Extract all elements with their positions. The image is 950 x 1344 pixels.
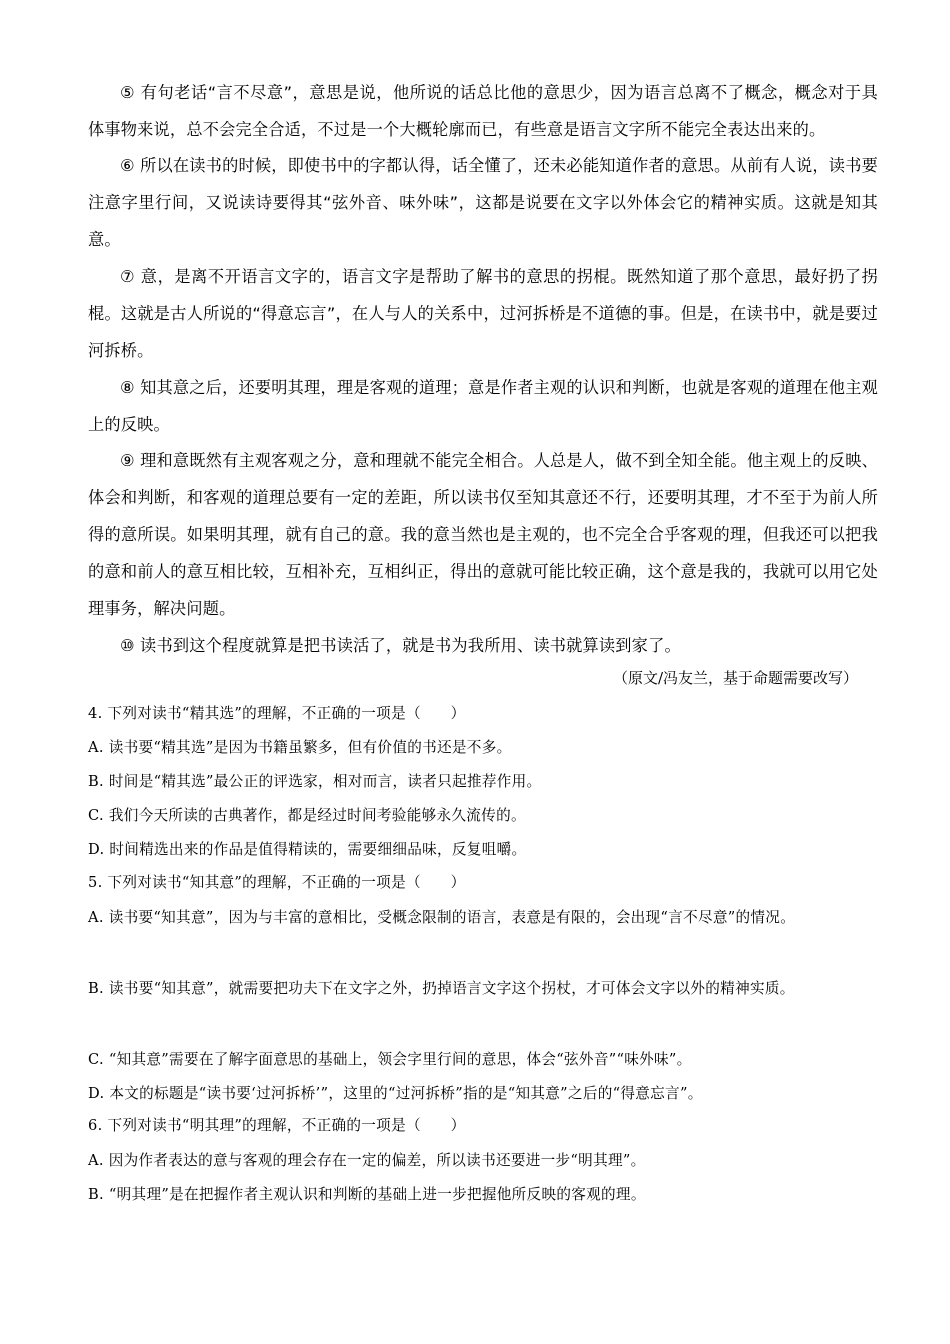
question-4-option-c: C. 我们今天所读的古典著作，都是经过时间考验能够永久流传的。 [88, 807, 526, 824]
question-6-option-a: A. 因为作者表达的意与客观的理会存在一定的偏差，所以读书还要进一步“明其理”。 [88, 1152, 646, 1169]
question-4-option-d: D. 时间精选出来的作品是值得精读的，需要细细品味，反复咀嚼。 [88, 841, 527, 858]
question-5-option-d: D. 本文的标题是“读书要‘过河拆桥’”，这里的“过河拆桥”指的是“知其意”之后的“得意忘言”。 [88, 1085, 703, 1102]
source-attribution: （原文/冯友兰，基于命题需要改写） [612, 669, 858, 687]
question-6-option-b: B. “明其理”是在把握作者主观认识和判断的基础上进一步把握他所反映的客观的理。 [88, 1186, 646, 1203]
question-5-stem: 5. 下列对读书“知其意”的理解，不正确的一项是（ ） [88, 874, 466, 891]
question-6-stem: 6. 下列对读书“明其理”的理解，不正确的一项是（ ） [88, 1117, 466, 1134]
question-5-option-b: B. 读书要“知其意”，就需要把功夫下在文字之外，扔掉语言文字这个拐杖，才可体会文字以外的精神实质。 [88, 980, 795, 997]
question-5-option-c: C. “知其意”需要在了解字面意思的基础上，领会字里行间的意思，体会“弦外音”“味外味”。 [88, 1051, 692, 1068]
paragraph-9: ⑨ 理和意既然有主观客观之分，意和理就不能完全相合。人总是人，做不到全知全能。他主观上的反映、体会和判断，和客观的道理总要有一定的差距，所以读书仅至知其意还不行，还要明其理，才不至于为前人所得的意所误。如果明其理，就有自己的意。我的意当然也是主观的，也不完全合乎客观的理，但我还可以把我的意和前人的意互相比较，互相补充，互相纠正，得出的意就可能比较正确，这个意是我的，我就可以用它处理事务，解决问题。 [88, 451, 878, 618]
question-5-option-a: A. 读书要“知其意”，因为与丰富的意相比，受概念限制的语言，表意是有限的，会出现“言不尽意”的情况。 [88, 909, 796, 926]
question-4-stem: 4. 下列对读书“精其选”的理解，不正确的一项是（ ） [88, 705, 466, 722]
question-4-option-b: B. 时间是“精其选”最公正的评选家，相对而言，读者只起推荐作用。 [88, 773, 542, 790]
paragraph-6: ⑥ 所以在读书的时候，即使书中的字都认得，话全懂了，还未必能知道作者的意思。从前有人说，读书要注意字里行间，又说读诗要得其“弦外音、味外味”，这都是说要在文字以外体会它的精神实质。这就是知其意。 [88, 156, 878, 249]
question-4-option-a: A. 读书要“精其选”是因为书籍虽繁多，但有价值的书还是不多。 [88, 739, 512, 756]
paragraph-8: ⑧ 知其意之后，还要明其理，理是客观的道理；意是作者主观的认识和判断，也就是客观的道理在他主观上的反映。 [88, 378, 878, 434]
paragraph-5: ⑤ 有句老话“言不尽意”，意思是说，他所说的话总比他的意思少，因为语言总离不了概念，概念对于具体事物来说，总不会完全合适，不过是一个大概轮廓而已，有些意是语言文字所不能完全表达出来的。 [88, 83, 878, 139]
paragraph-7: ⑦ 意，是离不开语言文字的，语言文字是帮助了解书的意思的拐棍。既然知道了那个意思，最好扔了拐棍。这就是古人所说的“得意忘言”，在人与人的关系中，过河拆桥是不道德的事。但是，在读书中，就是要过河拆桥。 [88, 267, 878, 360]
paragraph-10: ⑩ 读书到这个程度就算是把书读活了，就是书为我所用、读书就算读到家了。 [120, 636, 681, 655]
